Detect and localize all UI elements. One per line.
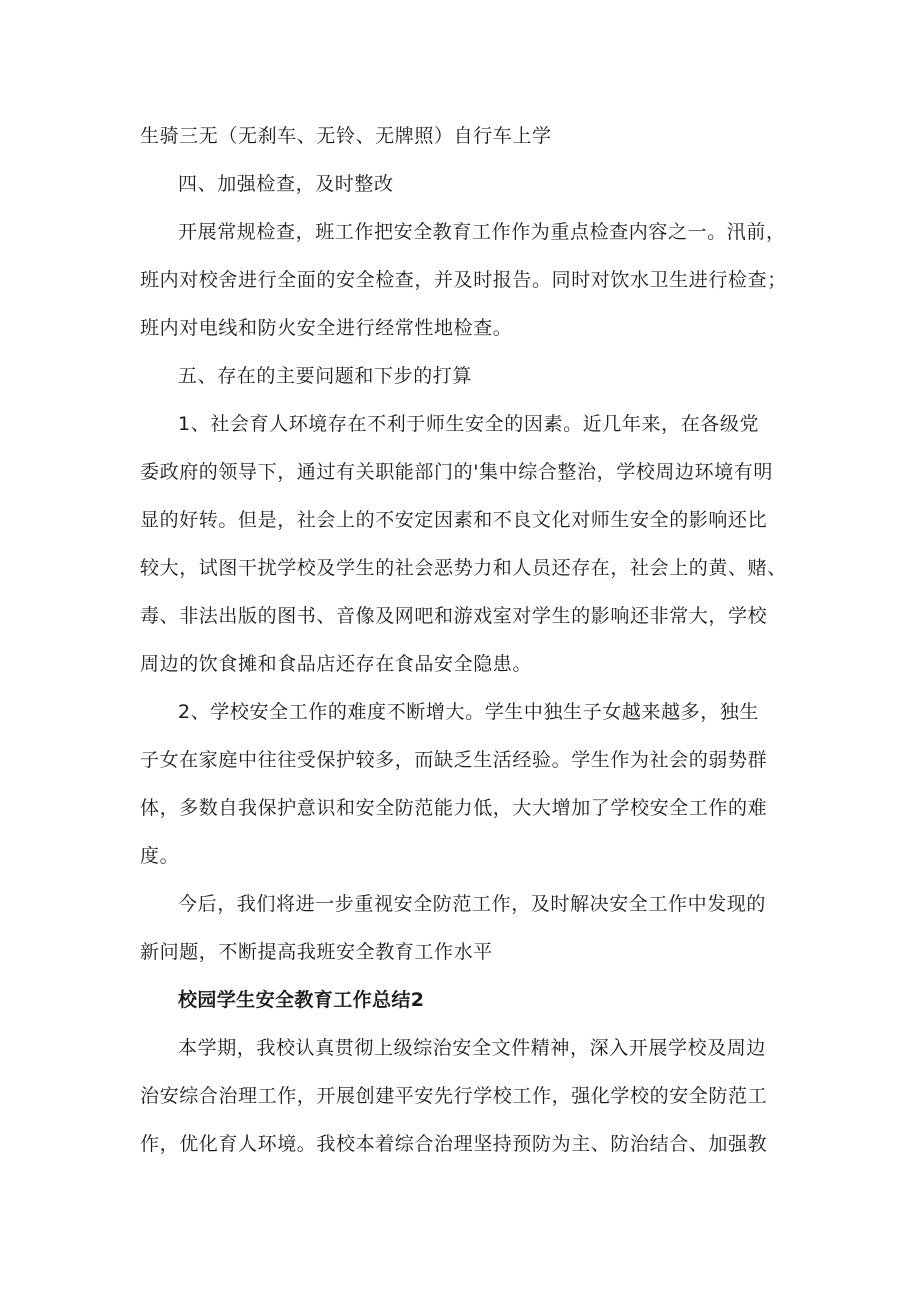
text-line: 班内对校舍进行全面的安全检查，并及时报告。同时对饮水卫生进行检查；	[140, 269, 787, 291]
text-line: 开展常规检查，班工作把安全教育工作作为重点检查内容之一。汛前，	[178, 221, 786, 243]
text-line: 度。	[140, 845, 180, 867]
text-line: 毒、非法出版的图书、音像及网吧和游戏室对学生的影响还非常大，学校	[140, 605, 768, 627]
text-line: 显的好转。但是，社会上的不安定因素和不良文化对师生安全的影响还比	[140, 509, 768, 531]
text-line: 子女在家庭中往往受保护较多，而缺乏生活经验。学生作为社会的弱势群	[140, 749, 768, 771]
text-line: 新问题，不断提高我班安全教育工作水平	[140, 941, 493, 963]
article-title: 校园学生安全教育工作总结2	[178, 989, 425, 1011]
text-line: 生骑三无（无刹车、无铃、无牌照）自行车上学	[140, 125, 552, 147]
text-line: 治安综合治理工作，开展创建平安先行学校工作，强化学校的安全防范工	[140, 1085, 768, 1107]
document-page	[140, 112, 800, 1168]
text-line: 班内对电线和防火安全进行经常性地检查。	[140, 317, 513, 339]
text-line: 2、学校安全工作的难度不断增大。学生中独生子女越来越多，独生	[178, 701, 760, 723]
text-line: 今后，我们将进一步重视安全防范工作，及时解决安全工作中发现的	[178, 893, 767, 915]
text-line: 体，多数自我保护意识和安全防范能力低，大大增加了学校安全工作的难	[140, 797, 768, 819]
section-heading-5: 五、存在的主要问题和下步的打算	[178, 365, 473, 387]
text-line: 委政府的领导下，通过有关职能部门的'集中综合整治，学校周边环境有明	[140, 461, 774, 483]
text-line: 1、社会育人环境存在不利于师生安全的因素。近几年来，在各级党	[178, 413, 760, 435]
text-line: 作，优化育人环境。我校本着综合治理坚持预防为主、防治结合、加强教	[140, 1133, 768, 1155]
text-line: 周边的饮食摊和食品店还存在食品安全隐患。	[140, 653, 533, 675]
text-line: 本学期，我校认真贯彻上级综治安全文件精神，深入开展学校及周边	[178, 1037, 767, 1059]
text-line: 较大，试图干扰学校及学生的社会恶势力和人员还存在，社会上的黄、赌、	[140, 557, 787, 579]
section-heading-4: 四、加强检查，及时整改	[178, 173, 394, 195]
